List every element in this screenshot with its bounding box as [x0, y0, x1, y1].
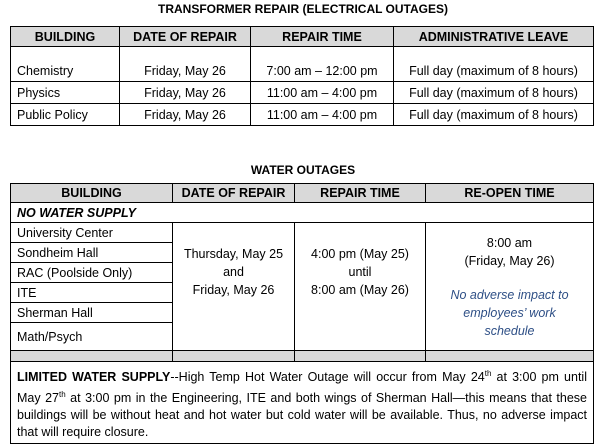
building-cell: Physics: [11, 82, 120, 104]
transformer-header-row: [11, 27, 594, 47]
table-row: [11, 47, 594, 82]
reopen-line-2: (Friday, May 26): [464, 253, 555, 268]
limited-sup-b: th: [59, 390, 66, 400]
time-line-2: until: [348, 264, 372, 279]
building-cell: Sondheim Hall: [11, 243, 173, 263]
building-cell: Chemistry: [11, 47, 120, 82]
limited-supply-note: [11, 362, 594, 444]
date-cell: Friday, May 26: [120, 82, 251, 104]
time-line-3: 8:00 am (May 26): [311, 282, 409, 297]
date-line-1: Thursday, May 25: [183, 246, 284, 261]
no-adverse-line-2: employees’ work: [463, 305, 556, 320]
time-cell: 7:00 am – 12:00 pm: [251, 47, 394, 82]
water-table: [10, 183, 594, 444]
table-row: [11, 223, 594, 243]
header-reopen-time: RE-OPEN TIME: [426, 184, 594, 203]
transformer-title: TRANSFORMER REPAIR (ELECTRICAL OUTAGES): [158, 2, 448, 16]
date-line-2: and: [223, 264, 244, 279]
water-time-cell: [295, 223, 426, 351]
water-title: WATER OUTAGES: [250, 163, 356, 177]
limited-text-c: at 3:00 pm in the Engineering, ITE and both wings of Sherman Hall—this means that these buildings will be without heat and hot water but cold water will be available. Thus, no adverse impact that will require closure.: [17, 391, 587, 440]
header-admin-leave: ADMINISTRATIVE LEAVE: [394, 27, 594, 47]
table-row: [11, 82, 594, 104]
header-building: BUILDING: [11, 184, 173, 203]
no-supply-row: [11, 203, 594, 223]
water-date-cell: [173, 223, 295, 351]
header-date: DATE OF REPAIR: [173, 184, 295, 203]
leave-cell: Full day (maximum of 8 hours): [394, 47, 594, 82]
limited-text-a: --High Temp Hot Water Outage will occur from May 24: [170, 370, 485, 385]
leave-cell: Full day (maximum of 8 hours): [394, 82, 594, 104]
time-line-1: 4:00 pm (May 25): [311, 246, 409, 261]
time-cell: 11:00 am – 4:00 pm: [251, 82, 394, 104]
spacer-row: [11, 351, 594, 362]
no-water-supply-label: NO WATER SUPPLY: [11, 203, 594, 223]
water-reopen-cell: [426, 223, 594, 351]
water-header-row: [11, 184, 594, 203]
building-cell: Math/Psych: [11, 323, 173, 351]
time-cell: 11:00 am – 4:00 pm: [251, 104, 394, 126]
date-line-3: Friday, May 26: [192, 282, 275, 297]
transformer-table: [10, 26, 594, 126]
reopen-line-1: 8:00 am: [486, 235, 533, 250]
date-cell: Friday, May 26: [120, 47, 251, 82]
header-building: BUILDING: [11, 27, 120, 47]
no-adverse-line-1: No adverse impact to: [450, 287, 569, 302]
header-date: DATE OF REPAIR: [120, 27, 251, 47]
table-row: [11, 104, 594, 126]
building-cell: Public Policy: [11, 104, 120, 126]
building-cell: RAC (Poolside Only): [11, 263, 173, 283]
header-repair-time: REPAIR TIME: [295, 184, 426, 203]
building-cell: Sherman Hall: [11, 303, 173, 323]
leave-cell: Full day (maximum of 8 hours): [394, 104, 594, 126]
limited-supply-label: LIMITED WATER SUPPLY: [17, 370, 171, 385]
header-repair-time: REPAIR TIME: [251, 27, 394, 47]
no-adverse-line-3: schedule: [484, 323, 535, 338]
date-cell: Friday, May 26: [120, 104, 251, 126]
limited-text-b: at 3:00 pm until May 27: [17, 370, 587, 406]
limited-sup-a: th: [484, 369, 492, 378]
building-cell: ITE: [11, 283, 173, 303]
limited-supply-row: [11, 362, 594, 444]
building-cell: University Center: [11, 223, 173, 243]
